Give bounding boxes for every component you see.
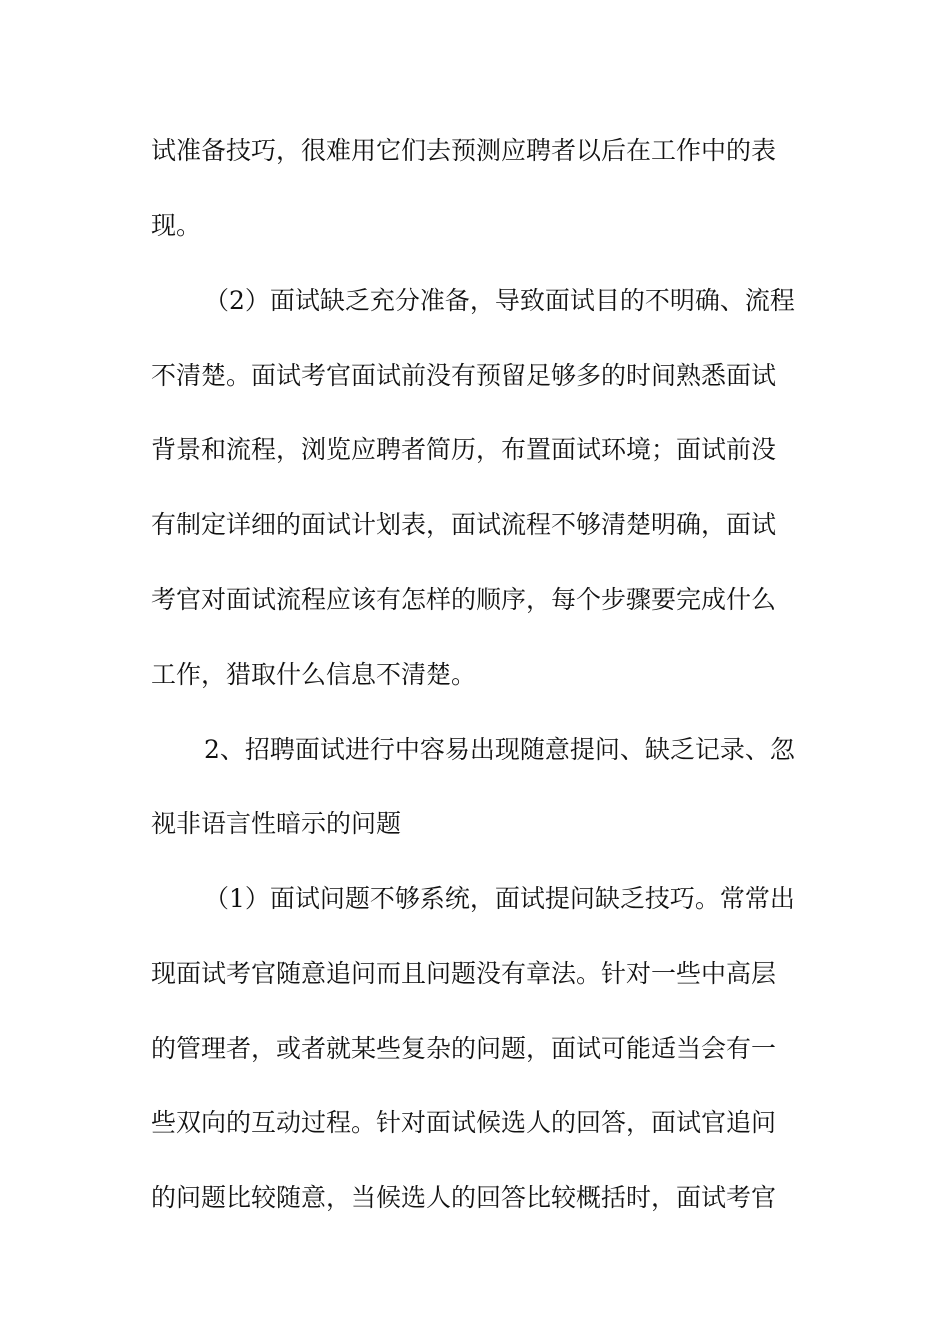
text-line: 背景和流程，浏览应聘者简历，布置面试环境；面试前没 (151, 435, 777, 464)
text-line: 的问题比较随意，当候选人的回答比较概括时，面试考官 (151, 1183, 777, 1212)
text-line: 试准备技巧，很难用它们去预测应聘者以后在工作中的表 (151, 136, 777, 165)
text-line: 现面试考官随意追问而且问题没有章法。针对一些中高层 (151, 959, 777, 988)
text-line: 不清楚。面试考官面试前没有预留足够多的时间熟悉面试 (151, 361, 777, 390)
text-line: 考官对面试流程应该有怎样的顺序，每个步骤要完成什么 (151, 585, 777, 614)
text-line: 现。 (151, 211, 202, 240)
text-line: 工作，猎取什么信息不清楚。 (151, 660, 477, 689)
text-line: 有制定详细的面试计划表，面试流程不够清楚明确，面试 (151, 510, 777, 539)
paragraph-start-line: （2）面试缺乏充分准备，导致面试目的不明确、流程 (204, 286, 795, 315)
paragraph-start-line: （1）面试问题不够系统，面试提问缺乏技巧。常常出 (204, 884, 795, 913)
section-heading-line: 2、招聘面试进行中容易出现随意提问、缺乏记录、忽 (204, 735, 795, 764)
text-line: 的管理者，或者就某些复杂的问题，面试可能适当会有一 (151, 1034, 777, 1063)
text-line: 些双向的互动过程。针对面试候选人的回答，面试官追问 (151, 1108, 777, 1137)
section-heading-line: 视非语言性暗示的问题 (151, 809, 402, 838)
